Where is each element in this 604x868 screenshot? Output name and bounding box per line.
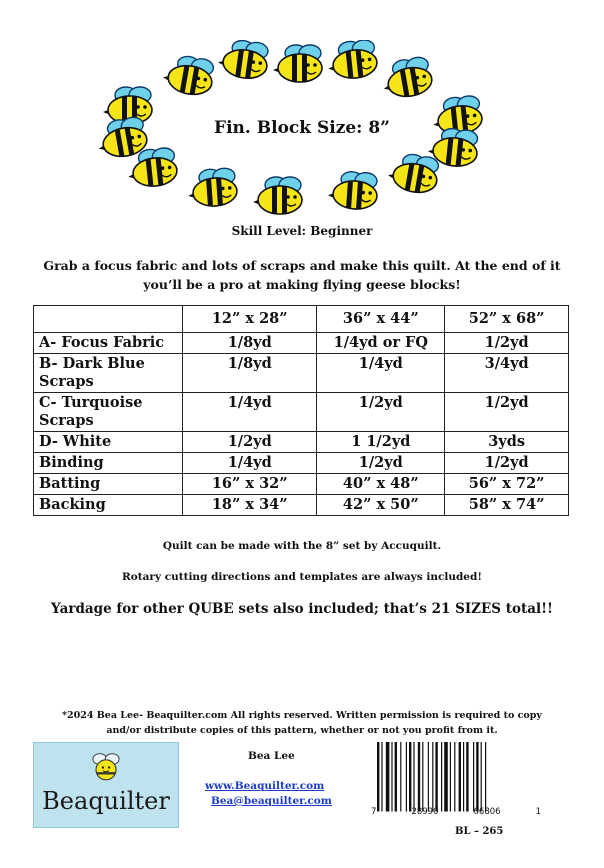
table-row [34,333,569,354]
barcode-bar [432,742,433,812]
logo-bee-icon [86,749,126,783]
bee-icon [216,40,270,81]
barcode [375,742,535,816]
header-blank [34,306,183,333]
intro-line-1: Grab a focus fabric and lots of scraps and make this quilt. At the end of it [43,258,561,273]
barcode-digit: 28990 [411,807,439,817]
bee-icon [161,53,216,98]
barcode-bar [409,742,411,812]
bee-icon [186,168,237,208]
block-size-title: Fin. Block Size: 8” [214,118,390,138]
table-header-row [34,306,569,333]
row-label: Binding [34,453,183,474]
cell-value: 1/2yd [317,453,445,474]
row-label: A- Focus Fabric [34,333,183,354]
row-label: Backing [34,495,183,516]
barcode-bar [481,742,482,812]
header-size-small: 12” x 28” [183,306,317,333]
barcode-bar [406,742,407,812]
barcode-bar [377,742,379,812]
cell-value: 56” x 72” [445,474,569,495]
copyright-line-1: *2024 Bea Lee- Beaquilter.com All rights reserved. Written permission is required to copy [62,710,542,721]
cell-value: 1/4yd [183,453,317,474]
copyright-line-2: and/or distribute copies of this pattern, whether or not you profit from it. [106,725,498,736]
barcode-bar [444,742,448,812]
cell-value: 1/4yd or FQ [317,333,445,354]
table-row [34,495,569,516]
cell-value: 1 1/2yd [317,432,445,453]
barcode-bar [485,742,486,812]
row-label: Batting [34,474,183,495]
barcode-bar [435,742,437,812]
barcode-bar [418,742,420,812]
table-row [34,453,569,474]
barcode-bar [466,742,468,812]
logo-text: Beaquilter [42,787,170,815]
header-size-large: 52” x 68” [445,306,569,333]
barcode-bar [422,742,423,812]
cell-value: 16” x 32” [183,474,317,495]
table-row [34,354,569,393]
row-label: C- Turquoise Scraps [34,393,183,432]
bee-icon [386,151,441,196]
cell-value: 1/2yd [317,393,445,432]
table-row [34,432,569,453]
barcode-bar [400,742,401,812]
barcode-bar [473,742,474,812]
barcode-bar [381,742,382,812]
cell-value: 18” x 34” [183,495,317,516]
beaquilter-logo [33,742,179,828]
barcode-digit: 7 [371,807,377,817]
header-size-medium: 36” x 44” [317,306,445,333]
barcode-bar [441,742,442,812]
barcode-bar [476,742,478,812]
cell-value: 1/4yd [317,354,445,393]
intro-line-2: you’ll be a pro at making flying geese blocks! [143,277,461,292]
cell-value: 42” x 50” [317,495,445,516]
email-link[interactable]: Bea@beaquilter.com [211,795,332,807]
pattern-code: BL – 265 [455,826,504,837]
barcode-bar [391,742,392,812]
barcode-bar [386,742,390,812]
bee-icon [253,177,302,214]
accuquilt-note: Quilt can be made with the 8” set by Accuquilt. [162,540,442,552]
cell-value: 3yds [445,432,569,453]
barcode-digit: 1 [535,807,541,817]
bee-icon [273,45,322,82]
cell-value: 1/2yd [445,453,569,474]
website-link[interactable]: www.Beaquilter.com [205,780,325,792]
cell-value: 58” x 74” [445,495,569,516]
cell-value: 1/8yd [183,354,317,393]
table-row [34,393,569,432]
rotary-note: Rotary cutting directions and templates are always included! [122,571,482,583]
row-label: D- White [34,432,183,453]
barcode-bar [413,742,414,812]
skill-level: Skill Level: Beginner [231,224,373,238]
cell-value: 1/4yd [183,393,317,432]
barcode-bar [454,742,455,812]
cell-value: 3/4yd [445,354,569,393]
bee-icon [326,40,379,81]
table-row [34,474,569,495]
copyright-notice [40,708,564,738]
bee-icon [379,56,434,101]
barcode-bar [395,742,397,812]
cell-value: 40” x 48” [317,474,445,495]
cell-value: 1/2yd [445,333,569,354]
barcode-digit: 66806 [473,807,501,817]
barcode-number [371,807,541,817]
barcode-bar [459,742,461,812]
author-name: Bea Lee [248,750,295,762]
intro-text [30,256,574,294]
yardage-table [33,305,569,516]
cell-value: 1/2yd [445,393,569,432]
yardage-note: Yardage for other QUBE sets also included; that’s 21 SIZES total!! [51,601,553,617]
cell-value: 1/8yd [183,333,317,354]
bee-icon [327,170,378,210]
barcode-bar [463,742,464,812]
cell-value: 1/2yd [183,432,317,453]
row-label: B- Dark Blue Scraps [34,354,183,393]
barcode-bar [450,742,451,812]
barcode-bar [428,742,429,812]
